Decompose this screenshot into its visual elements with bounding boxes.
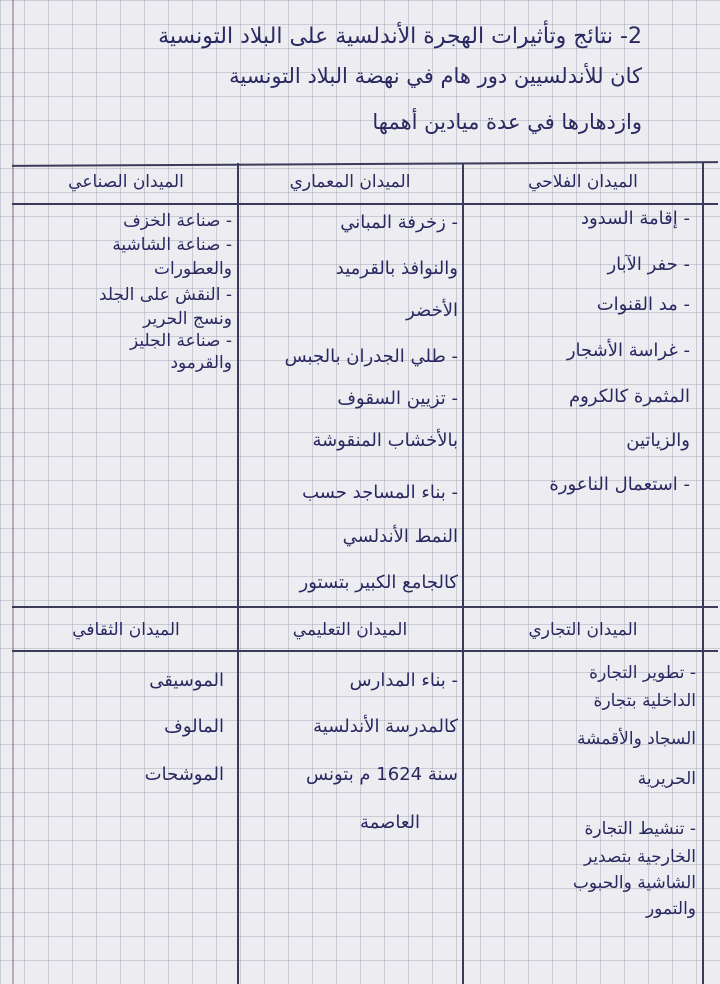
industry-item: - صناعة الشاشية [112,235,232,255]
agriculture-item: - غراسة الأشجار [566,340,690,361]
industry-item: والعطورات [154,259,232,279]
intro-line-1: كان للأندلسيين دور هام في نهضة البلاد التونسية [229,64,642,88]
agriculture-item: والزياتين [626,430,690,451]
header-commerce: الميدان التجاري [528,620,638,640]
architecture-item: والنوافذ بالقرميد [335,258,458,279]
agriculture-item: - إقامة السدود [580,208,690,229]
architecture-item: الأخضر [406,300,458,321]
education-item: - بناء المدارس [349,670,458,691]
education-item: العاصمة [360,812,420,833]
industry-item: ونسج الحرير [143,309,232,329]
industry-item: - النقش على الجلد [98,285,232,305]
header-education: الميدان التعليمي [292,620,408,640]
architecture-item: - طلي الجدران بالجبس [284,346,458,367]
commerce-item: والتمور [645,899,696,919]
education-item: سنة 1624 م بتونس [306,764,458,785]
commerce-item: الحريرية [637,769,696,789]
agriculture-item: - حفر الآبار [607,254,690,275]
commerce-item: - تنشيط التجارة [584,819,696,839]
architecture-item: كالجامع الكبير بتستور [299,572,458,593]
agriculture-item: المثمرة كالكروم [568,386,690,407]
education-item: كالمدرسة الأندلسية [313,716,458,737]
header-culture: الميدان الثقافي [72,620,180,640]
column-divider-left [237,163,239,984]
industry-item: - صناعة الجليز [130,331,232,351]
commerce-item: - تطوير التجارة [589,663,696,683]
intro-line-2: وازدهارها في عدة ميادين أهمها [372,110,642,134]
commerce-item: الخارجية بتصدير [583,847,696,867]
header-divider-top [12,203,718,205]
culture-item: الموسيقى [149,670,224,691]
architecture-item: - بناء المساجد حسب [302,482,458,503]
header-divider-bottom [12,650,718,652]
architecture-item: - زخرفة المباني [340,212,458,233]
industry-item: - صناعة الخزف [123,211,232,231]
architecture-item: - تزيين السقوف [337,388,458,409]
table-right-border [702,163,704,984]
culture-item: الموشحات [144,764,224,785]
commerce-item: الداخلية بتجارة [593,691,696,711]
industry-item: والقرمود [170,353,232,373]
architecture-item: بالأخشاب المنقوشة [312,430,458,451]
header-architecture: الميدان المعماري [289,172,411,192]
architecture-item: النمط الأندلسي [342,526,458,547]
middle-divider [12,606,718,608]
column-divider-middle [462,163,464,984]
agriculture-item: - مد القنوات [596,294,690,315]
section-title: 2- نتائج وتأثيرات الهجرة الأندلسية على البلاد التونسية [158,24,642,49]
commerce-item: الشاشية والحبوب [572,873,696,893]
culture-item: المالوف [164,716,224,737]
agriculture-item: - استعمال الناعورة [549,474,690,495]
commerce-item: السجاد والأقمشة [576,729,696,749]
header-agriculture: الميدان الفلاحي [528,172,638,192]
margin-line [12,0,14,984]
header-industry: الميدان الصناعي [68,172,184,192]
